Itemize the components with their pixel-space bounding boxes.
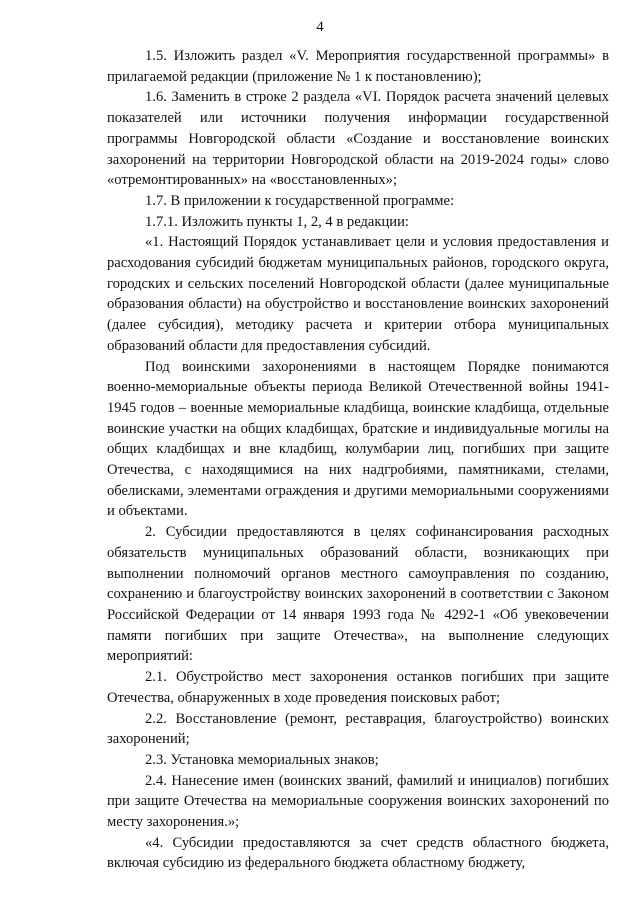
paragraph-order-1: «1. Настоящий Порядок устанавливает цели и условия предоставления и расходования субсидий бюджетам муниципальных районов, городского округа, городских и сельских поселений Новгородской области (далее муниципальные образования области) на обустройство и восстановление воинских захоронений (далее субсидия), методику расчета и критерии отбора муниципальных образований области для предоставления субсидий. [107,234,609,354]
paragraph-1-6: 1.6. Заменить в строке 2 раздела «VI. Порядок расчета значений целевых показателей или источники получения информации государственной программы Новгородской области «Создание и восстановление воинских захоронений на территории Новгородской области на 2019-2024 годы» слово «отремонтированных» на «восстановленных»; [107,89,609,189]
paragraph-2-1: 2.1. Обустройство мест захоронения останков погибших при защите Отечества, обнаруженных в ходе проведения поисковых работ; [107,669,609,706]
page-number: 4 [316,19,324,35]
paragraph-order-2: 2. Субсидии предоставляются в целях софинансирования расходных обязательств муниципальных образований области, возникающих при выполнении полномочий органов местного самоуправления по созданию, сохранению и благоустройству воинских захоронений в соответствии с Законом Российской Федерации от 14 января 1993 года № 4292-1 «Об увековечении памяти погибших при защите Отечества», на выполнение следующих мероприятий: [107,524,609,665]
paragraph-order-4: «4. Субсидии предоставляются за счет средств областного бюджета, включая субсидию из федерального бюджета областному бюджету, [107,834,609,872]
paragraph-2-3: 2.3. Установка мемориальных знаков; [145,751,379,768]
paragraph-1-5: 1.5. Изложить раздел «V. Мероприятия государственной программы» в прилагаемой редакции (приложение № 1 к постановлению); [107,48,609,85]
paragraph-2-4: 2.4. Нанесение имен (воинских званий, фамилий и инициалов) погибших при защите Отечества на мемориальные сооружения воинских захоронений по месту захоронения.»; [107,772,609,831]
paragraph-war-graves-definition: Под воинскими захоронениями в настоящем Порядке понимаются военно-мемориальные объекты периода Великой Отечественной войны 1941-1945 годов – военные мемориальные кладбища, воинские кладбища, отдельные воинские участки на общих кладбищах, братские и индивидуальные могилы на общих кладбищах и вне кладбищ, колумбарии лиц, погибших при защите Отечества, с находящимися на них надгробиями, памятниками, стелами, обелисками, элементами ограждения и другими мемориальными сооружениями и объектами. [107,358,609,520]
document-body [107,46,609,874]
paragraph-1-7-1: 1.7.1. Изложить пункты 1, 2, 4 в редакции: [145,213,409,230]
paragraph-2-2: 2.2. Восстановление (ремонт, реставрация, благоустройство) воинских захоронений; [107,710,609,748]
paragraph-1-7: 1.7. В приложении к государственной программе: [145,192,455,209]
